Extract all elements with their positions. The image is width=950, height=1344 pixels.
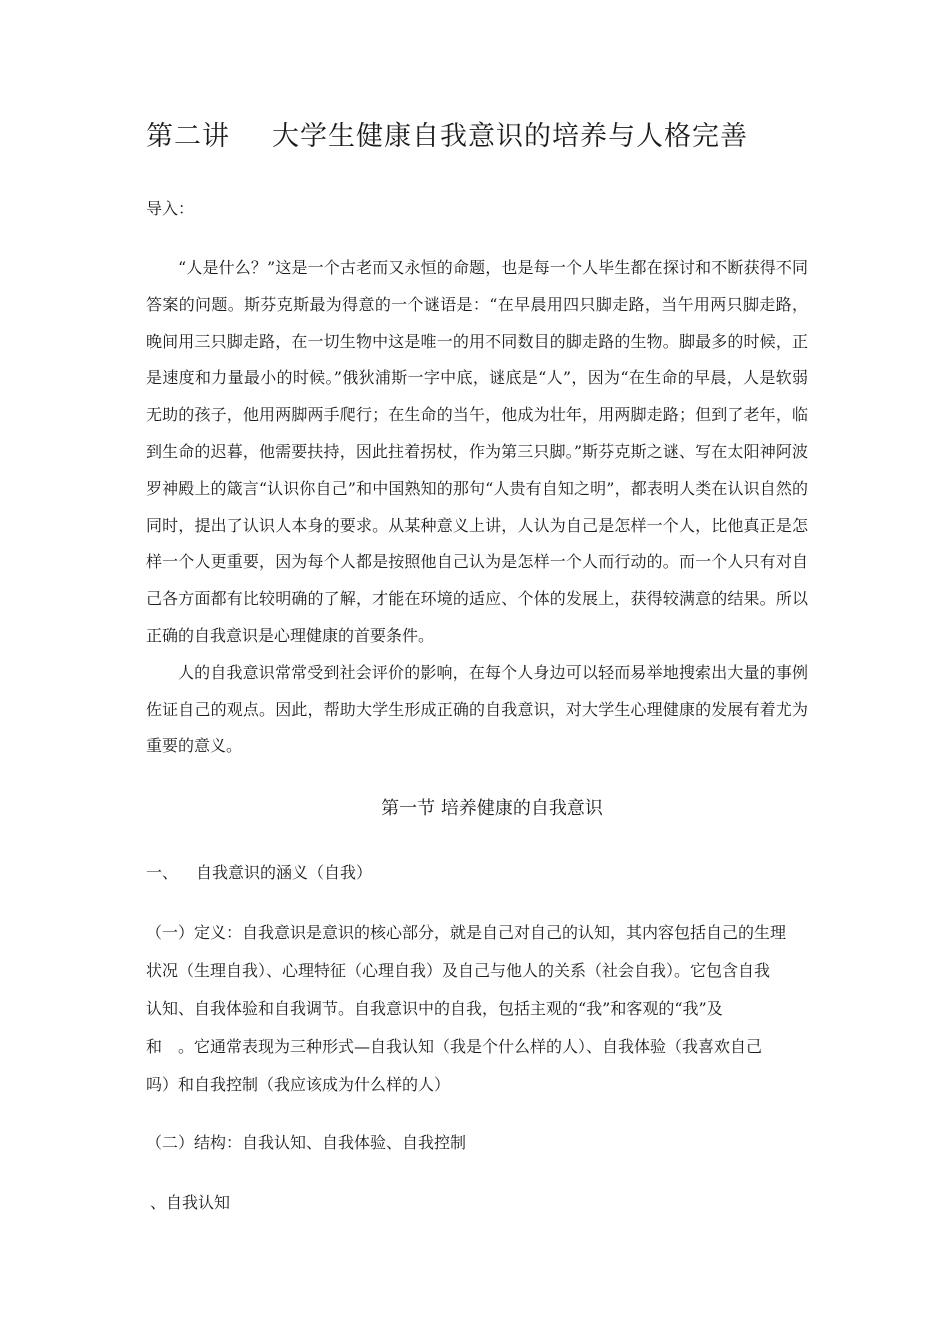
intro-paragraph-1: “人是什么？”这是一个古老而又永恒的命题，也是每一个人毕生都在探讨和不断获得不同答案的问题。斯芬克斯最为得意的一个谜语是：“在早晨用四只脚走路，当午用两只脚走路，晚间用三只脚走路，在一切生物中这是唯一的用不同数目的脚走路的生物。脚最多的时候，正是速度和力量最小的时候。”俄狄浦斯一字中底，谜底是“人”，因为“在生命的早晨，人是软弱无助的孩子，他用两脚两手爬行；在生命的当午，他成为壮年，用两脚走路；但到了老年，临到生命的迟暮，他需要扶持，因此拄着拐杖，作为第三只脚。”斯芬克斯之谜、写在太阳神阿波罗神殿上的箴言“认识你自己”和中国熟知的那句“人贵有自知之明”，都表明人类在认识自然的同时，提出了认识人本身的要求。从某种意义上讲，人认为自己是怎样一个人，比他真正是怎样一个人更重要，因为每个人都是按照他自己认为是怎样一个人而行动的。而一个人只有对自己各方面都有比较明确的了解，才能在环境的适应、个体的发展上，获得较满意的结果。所以正确的自我意识是心理健康的首要条件。: [146, 258, 808, 645]
title-lecture-number: 第二讲: [146, 121, 230, 152]
definition-line-3: 认知、自我体验和自我调节。自我意识中的自我，包括主观的“我”和客观的“我”及: [146, 999, 723, 1018]
definition-line-4: 和 。它通常表现为三种形式—自我认知（我是个什么样的人）、自我体验（我喜欢自己: [146, 1037, 763, 1056]
title-main: 大学生健康自我意识的培养与人格完善: [272, 121, 748, 152]
definition-line-1: （一）定义：自我意识是意识的核心部分，就是自己对自己的认知，其内容包括自己的生理: [146, 923, 787, 942]
intro-label: 导入：: [146, 199, 195, 218]
definition-line-5: 吗）和自我控制（我应该成为什么样的人）: [146, 1075, 451, 1094]
sub-heading-self-cognition: 、自我认知: [150, 1193, 231, 1212]
intro-paragraph-2: 人的自我意识常常受到社会评价的影响，在每个人身边可以轻而易举地搜索出大量的事例佐证自己的观点。因此，帮助大学生形成正确的自我意识，对大学生心理健康的发展有着尤为重要的意义。: [146, 662, 808, 756]
structure-line: （二）结构：自我认知、自我体验、自我控制: [146, 1133, 467, 1152]
heading-1: [146, 860, 372, 883]
definition-line-2: 状况（生理自我）、心理特征（心理自我）及自己与他人的关系（社会自我）。它包含自我: [146, 961, 771, 980]
intro-text-block: [146, 250, 808, 765]
page-title: [146, 114, 748, 153]
heading-1-text: 自我意识的涵义（自我）: [196, 863, 373, 882]
section-title: 第一节 培养健康的自我意识: [381, 798, 603, 819]
heading-1-number: 一、: [146, 863, 179, 882]
